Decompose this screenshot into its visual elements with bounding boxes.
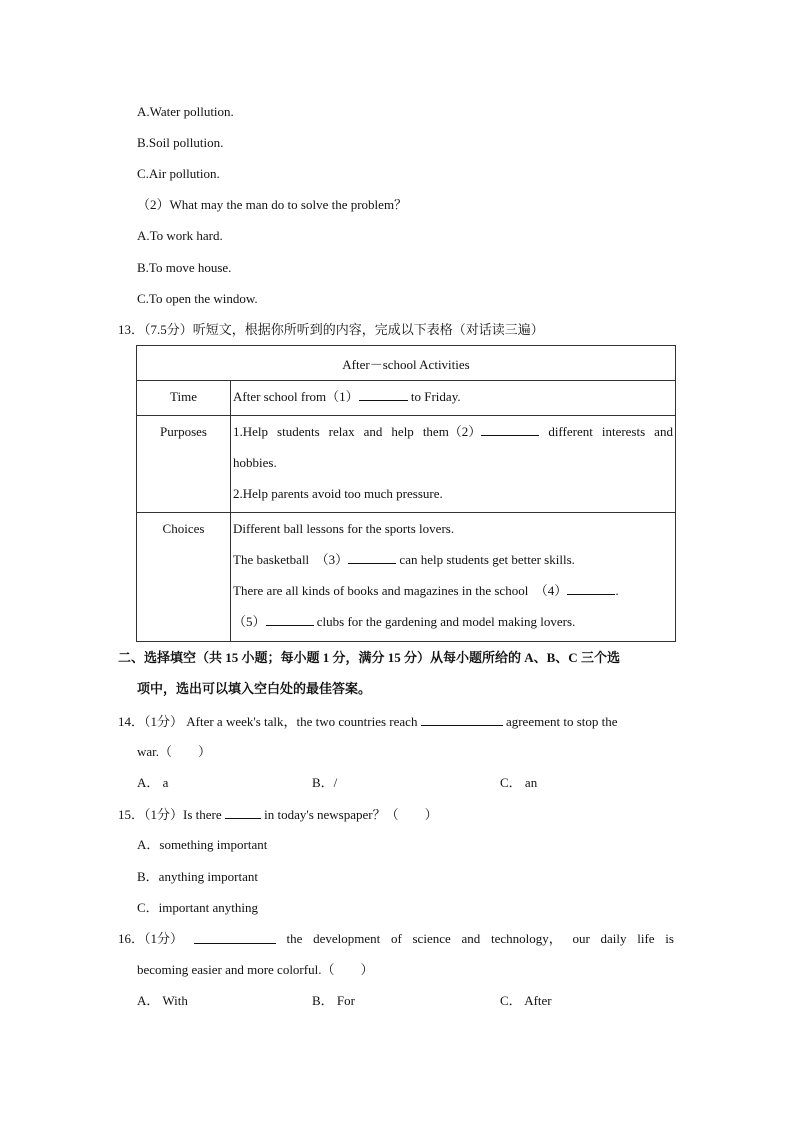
blank-5[interactable]: [266, 613, 314, 626]
choices-cell: [231, 513, 676, 642]
purposes-cell: [231, 416, 676, 513]
q16-number: 16．（1分）: [118, 931, 184, 946]
activities-table: [136, 345, 676, 642]
word: development: [313, 931, 381, 946]
purpose-2: 2.Help parents avoid too much pressure.: [233, 486, 443, 501]
word: is: [665, 931, 674, 946]
q15-option-c: C．important anything: [137, 900, 258, 915]
choice-2: The basketball （3） can help students get better skills.: [233, 552, 575, 567]
q16-blank[interactable]: [194, 931, 276, 944]
purpose-1-cont: hobbies.: [233, 455, 277, 470]
q14-option-b: B．/: [312, 775, 338, 790]
choice-4: （5） clubs for the gardening and model making lovers.: [233, 614, 576, 629]
blank-1[interactable]: [359, 388, 408, 401]
q14-stem-cont: war.（ ）: [137, 744, 212, 759]
word: and: [363, 424, 383, 439]
q15-option-a: A．something important: [137, 837, 268, 852]
q12-2-option-a: A.To work hard.: [137, 228, 223, 243]
word: interests: [601, 424, 646, 439]
q12-option-c: C.Air pollution.: [137, 166, 220, 181]
time-cell: [231, 381, 676, 416]
q16-option-b: B． For: [312, 993, 355, 1008]
word: science: [412, 931, 451, 946]
q13-stem: 13．（7.5分）听短文，根据你所听到的内容，完成以下表格（对话读三遍）: [118, 322, 544, 337]
section-2-heading-cont: 项中，选出可以填入空白处的最佳答案。: [137, 681, 372, 696]
q14-option-c: C． an: [500, 775, 538, 790]
purpose-1-line: [233, 416, 675, 447]
q15-option-b: B．anything important: [137, 869, 258, 884]
table-title: After－school Activities: [137, 346, 676, 381]
word: relax: [328, 424, 355, 439]
word: of: [390, 931, 402, 946]
q12-sub-question-2: （2）What may the man do to solve the problem？: [137, 197, 408, 212]
time-text-end: to Friday.: [407, 389, 461, 404]
word-with-blank: them（2）: [423, 416, 540, 447]
q14-stem: 14．（1分） After a week's talk，the two countries reach agreement to stop the: [118, 714, 618, 729]
word: and: [654, 424, 673, 439]
choice-1: Different ball lessons for the sports lovers.: [233, 521, 455, 536]
word: help: [391, 424, 414, 439]
word: students: [277, 424, 320, 439]
word: different: [548, 424, 593, 439]
q16-option-c: C． After: [500, 993, 552, 1008]
q16-stem-cont: becoming easier and more colorful.（ ）: [137, 962, 374, 977]
q12-option-b: B.Soil pollution.: [137, 135, 224, 150]
word: 1.Help: [233, 424, 269, 439]
choice-3: There are all kinds of books and magazines in the school （4） .: [233, 583, 619, 598]
q12-2-option-b: B.To move house.: [137, 260, 232, 275]
word: the: [286, 931, 303, 946]
time-text: After school from（1）: [233, 389, 359, 404]
q12-2-option-c: C.To open the window.: [137, 291, 258, 306]
blank-4[interactable]: [567, 582, 615, 595]
blank-2[interactable]: [481, 423, 539, 436]
q14-blank[interactable]: [421, 713, 503, 726]
section-2-heading: 二、选择填空（共 15 小题；每小题 1 分，满分 15 分）从每小题所给的 A、B、C 三个选: [118, 650, 620, 665]
time-label: Time: [137, 381, 231, 416]
word: our: [572, 931, 590, 946]
q12-option-a: A.Water pollution.: [137, 104, 234, 119]
choices-label: Choices: [137, 513, 231, 642]
q15-stem: 15．（1分）Is there in today's newspaper？（ ）: [118, 807, 438, 822]
q16-option-a: A． With: [137, 993, 188, 1008]
purposes-label: Purposes: [137, 416, 231, 513]
word: daily: [600, 931, 627, 946]
q14-option-a: A． a: [137, 775, 169, 790]
blank-3[interactable]: [348, 551, 396, 564]
word: and: [461, 931, 481, 946]
q15-blank[interactable]: [225, 806, 261, 819]
word: technology，: [490, 931, 562, 946]
q16-stem: [118, 931, 674, 947]
word: life: [637, 931, 655, 946]
